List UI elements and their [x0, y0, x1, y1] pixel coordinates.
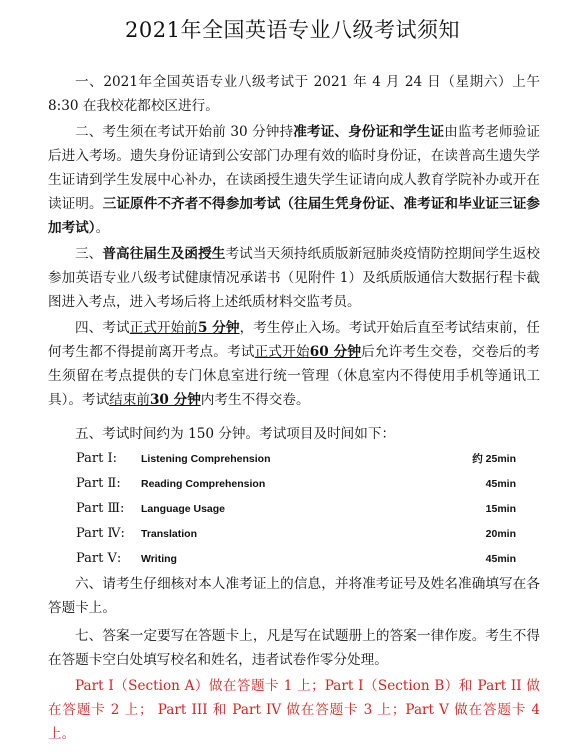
part-name: Translation	[141, 528, 198, 540]
candidate-group: 普高往届生及函授生	[102, 246, 226, 262]
part-name: Reading Comprehension	[141, 478, 266, 490]
answer-sheet-instructions: Part I（Section A）做在答题卡 1 上；Part I（Section B）和 Part II 做在答题卡 2 上； Part III 和 Part IV 做在答题卡 3 上；Part V 做在答题卡 4 上。	[48, 678, 540, 742]
part-name: Listening Comprehension	[141, 453, 271, 465]
part-time: 约 25min	[472, 453, 516, 465]
notice-item-4	[48, 316, 540, 412]
time-limit: 60 分钟	[309, 344, 362, 360]
part-name: Language Usage	[141, 503, 226, 515]
exam-part-row	[76, 523, 516, 545]
notice-text: 二、考生须在考试开始前 30 分钟持	[75, 124, 294, 140]
document-rule: 三证原件不齐者不得参加考试（往届生凭身份证、准考证和毕业证三证参加考试）	[48, 196, 541, 236]
time-limit: 5 分钟	[197, 320, 240, 336]
notice-text: 由监考老师验证后进入考场。遗失身份证请到公安部门办理有效的临时身份证，在读普高生遗失学生证请到学生发展中心补办，在读函授生遗失学生证请向成人教育学院补办或开在读证明。	[48, 124, 541, 212]
part-label: Part Ⅴ:	[76, 551, 122, 566]
notice-text: 考试当天须持纸质版新冠肺炎疫情防控期间学生返校参加英语专业八级考试健康情况承诺书（见附件 1）及纸质版通信大数据行程卡截图进入考点，进入考场后将上述纸质材料交监考员。	[48, 246, 541, 310]
part-label: Part Ⅲ:	[76, 501, 125, 516]
part-label: Part Ⅰ:	[76, 451, 117, 466]
notice-item-5: 五、考试时间约为 150 分钟。考试项目及时间如下：	[75, 426, 396, 442]
exam-part-row	[76, 548, 516, 570]
part-time: 45min	[485, 553, 516, 565]
part-label: Part Ⅳ:	[76, 526, 125, 541]
notice-item-7: 七、答案一定要写在答题卡上，凡是写在试题册上的答案一律作废。考生不得在答题卡空白处填写校名和姓名，违者试卷作零分处理。	[48, 628, 540, 668]
notice-text: 。	[95, 220, 110, 236]
required-documents: 准考证、身份证和学生证	[293, 124, 445, 140]
part-label: Part Ⅱ:	[76, 476, 121, 491]
notice-text: 内考生不得交卷。	[200, 392, 310, 408]
part-time: 20min	[485, 528, 516, 540]
page-title: 2021年全国英语专业八级考试须知	[125, 18, 460, 42]
notice-item-6: 六、请考生仔细核对本人准考证上的信息，并将准考证号及姓名准确填写在各答题卡上。	[48, 576, 540, 616]
time-limit: 30 分钟	[149, 392, 201, 408]
exam-part-row	[76, 473, 516, 495]
time-phrase: 结束前	[109, 392, 150, 408]
notice-text: 四、考试	[75, 320, 130, 336]
notice-item-3	[48, 242, 540, 314]
part-time: 15min	[485, 503, 516, 515]
time-phrase: 正式开始	[254, 344, 310, 360]
notice-item-1: 一、2021年全国英语专业八级考试于 2021 年 4 月 24 日（星期六）上午 8:30 在我校花都校区进行。	[48, 74, 540, 114]
part-time: 45min	[485, 478, 516, 490]
part-name: Writing	[141, 553, 177, 565]
notice-text: 三、	[75, 246, 103, 262]
notice-text: ，考生停止入场。考试开始后直至考试结束前，任何考生都不得提前离开考点。考试	[48, 320, 541, 360]
notice-item-2	[48, 120, 540, 240]
notice-text: 后允许考生交卷，交卷后的考生须留在考点提供的专门休息室进行统一管理（休息室内不得使用手机等通讯工具）。考试	[48, 344, 541, 408]
time-phrase: 正式开始前	[129, 320, 198, 336]
exam-part-row	[76, 498, 516, 520]
exam-part-row	[76, 448, 516, 470]
